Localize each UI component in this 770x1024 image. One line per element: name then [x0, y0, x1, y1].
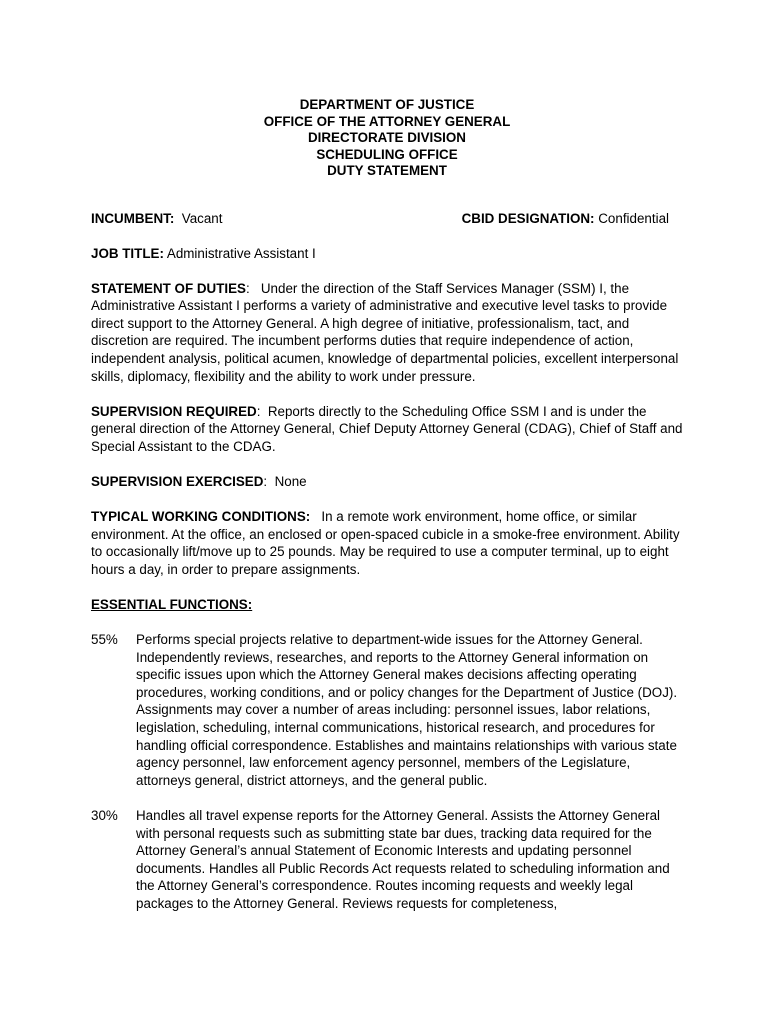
supervision-required-section: SUPERVISION REQUIRED: Reports directly to the Scheduling Office SSM I and is under the general direction of the Attorney General, Chief Deputy Attorney General (CDAG), Chief of Staff and Special Assistant to the CDAG. — [91, 403, 683, 454]
header-unit: SCHEDULING OFFICE — [316, 146, 458, 162]
working-conditions-section — [91, 508, 683, 578]
essential-functions-heading: ESSENTIAL FUNCTIONS: — [91, 597, 253, 612]
statement-of-duties-label: STATEMENT OF DUTIES — [91, 280, 246, 296]
incumbent-value: Vacant — [181, 210, 223, 226]
incumbent-field — [91, 210, 222, 228]
function-text: Handles all travel expense reports for the Attorney General. Assists the Attorney General with personal requests such as submitting state bar dues, tracking data required for the Attorney General’s annual Statement of Economic Interests and updating personnel documents. Handles all Public Records Act requests related to scheduling information and the Attorney General’s correspondence. Routes incoming requests and weekly legal packages to the Attorney General. Reviews requests for completeness, — [136, 807, 670, 911]
header-department: DEPARTMENT OF JUSTICE — [299, 97, 475, 112]
supervision-exercised-text: None — [274, 474, 307, 490]
cbid-field — [462, 210, 669, 228]
incumbent-cbid-row — [91, 210, 669, 228]
incumbent-label: INCUMBENT: — [91, 210, 175, 226]
supervision-required-label: SUPERVISION REQUIRED — [91, 403, 257, 419]
essential-function-item — [91, 631, 683, 789]
function-percent: 55% — [91, 632, 118, 648]
statement-of-duties-text: Under the direction of the Staff Services Manager (SSM) I, the Administrative Assistant I performs a variety of administrative and executive level tasks to provide direct support to the Attorney General. A high degree of initiative, professionalism, tact, and discretion are required. The incumbent performs duties that require independence of action, independent analysis, political acumen, knowledge of departmental policies, excellent interpersonal skills, diplomacy, flexibility and the ability to work under pressure. — [91, 280, 679, 384]
supervision-exercised-label: SUPERVISION EXERCISED — [91, 474, 264, 490]
supervision-exercised-section: SUPERVISION EXERCISED: None — [91, 474, 307, 490]
duty-statement-page — [91, 97, 683, 913]
function-text: Performs special projects relative to department-wide issues for the Attorney General. Independently reviews, researches, and reports to the Attorney General information on specific issues upon which the Attorney General makes decisions affecting operating procedures, working conditions, and or policy changes for the Department of Justice (DOJ). Assignments may cover a number of areas including: personnel issues, labor relations, legislation, scheduling, internal communications, historical research, and procedures for handling official correspondence. Establishes and maintains relationships with various state agency personnel, law enforcement agency personnel, members of the Legislature, attorneys general, district attorneys, and the general public. — [136, 632, 678, 788]
document-header — [91, 97, 683, 180]
header-document-type: DUTY STATEMENT — [327, 163, 447, 178]
essential-function-item — [91, 807, 683, 913]
cbid-label: CBID DESIGNATION: — [461, 210, 595, 226]
job-title-value: Administrative Assistant I — [166, 245, 316, 261]
working-conditions-label: TYPICAL WORKING CONDITIONS: — [91, 509, 311, 525]
header-office: OFFICE OF THE ATTORNEY GENERAL — [263, 113, 511, 129]
statement-of-duties-section: STATEMENT OF DUTIES: Under the direction of the Staff Services Manager (SSM) I, the Administrative Assistant I performs a variety of administrative and executive level tasks to provide direct support to the Attorney General. A high degree of initiative, professionalism, tact, and discretion are required. The incumbent performs duties that require independence of action, independent analysis, political acumen, knowledge of departmental policies, excellent interpersonal skills, diplomacy, flexibility and the ability to work under pressure. — [91, 280, 679, 384]
job-title-label: JOB TITLE: — [91, 245, 164, 261]
supervision-required-text: Reports directly to the Scheduling Office SSM I and is under the general direction of the Attorney General, Chief Deputy Attorney General (CDAG), Chief of Staff and Special Assistant to the CDAG. — [91, 403, 683, 454]
function-percent: 30% — [91, 807, 118, 823]
cbid-value: Confidential — [598, 210, 669, 226]
header-division: DIRECTORATE DIVISION — [308, 130, 466, 145]
job-title-field — [91, 245, 683, 263]
working-conditions-text: In a remote work environment, home office, or similar environment. At the office, an enclosed or open-spaced cubicle in a smoke-free environment. Ability to occasionally lift/move up to 25 pounds. May be required to use a computer terminal, up to eight hours a day, in order to prepare assignments. — [91, 509, 680, 577]
